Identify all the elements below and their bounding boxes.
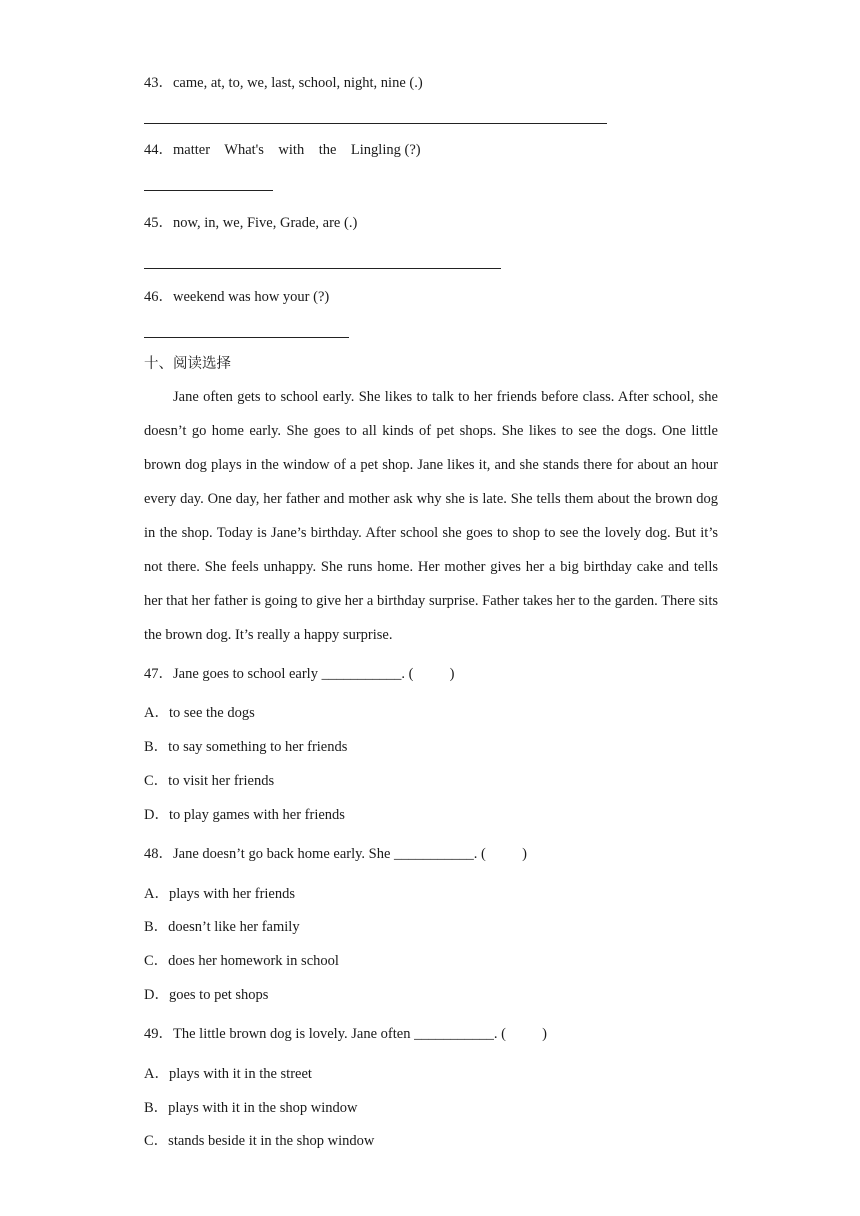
question-47-option-c[interactable]: C．to visit her friends [144,773,275,789]
question-48-option-b[interactable]: B．doesn’t like her family [144,919,300,935]
answer-line-46[interactable] [144,337,349,338]
question-47-option-d[interactable]: D．to play games with her friends [144,807,345,823]
question-48-option-d[interactable]: D．goes to pet shops [144,987,269,1003]
question-48-option-c[interactable]: C．does her homework in school [144,953,339,969]
question-47-option-a[interactable]: A．to see the dogs [144,705,255,721]
reading-passage: Jane often gets to school early. She likes to talk to her friends before class. After school, she doesn’t go home early. She goes to all kinds of pet shops. She likes to see the dogs. One little brown dog plays in the window of a pet shop. Jane likes it, and she stands there for about an hour every day. One day, her father and mother ask why she is late. She tells them about the brown dog in the shop. Today is Jane’s birthday. After school she goes to shop to see the lovely dog. But it’s not there. She feels unhappy. She runs home. Her mother gives her a big birthday cake and tells her that her father is going to give her a birthday surprise. Father takes her to the garden. There sits the brown dog. It’s really a happy surprise. [144,389,718,643]
answer-line-43[interactable] [144,123,607,124]
question-49-option-b[interactable]: B．plays with it in the shop window [144,1100,358,1116]
question-45: 45．now, in, we, Five, Grade, are (.) [144,215,358,231]
question-43: 43．came, at, to, we, last, school, night, nine (.) [144,75,423,91]
question-49-option-c[interactable]: C．stands beside it in the shop window [144,1133,375,1149]
question-48-stem: 48．Jane doesn’t go back home early. She ___________. ( ) [144,846,527,862]
question-49-option-a[interactable]: A．plays with it in the street [144,1066,312,1082]
question-48-option-a[interactable]: A．plays with her friends [144,886,296,902]
section-title: 十、阅读选择 [144,356,231,372]
answer-line-44[interactable] [144,190,273,191]
question-47-option-b[interactable]: B．to say something to her friends [144,739,348,755]
answer-line-45[interactable] [144,268,501,269]
question-44: 44．matter What's with the Lingling (?) [144,142,421,158]
question-47-stem: 47．Jane goes to school early ___________. ( ) [144,666,455,682]
question-46: 46．weekend was how your (?) [144,289,330,305]
question-49-stem: 49．The little brown dog is lovely. Jane often ___________. ( ) [144,1026,547,1042]
